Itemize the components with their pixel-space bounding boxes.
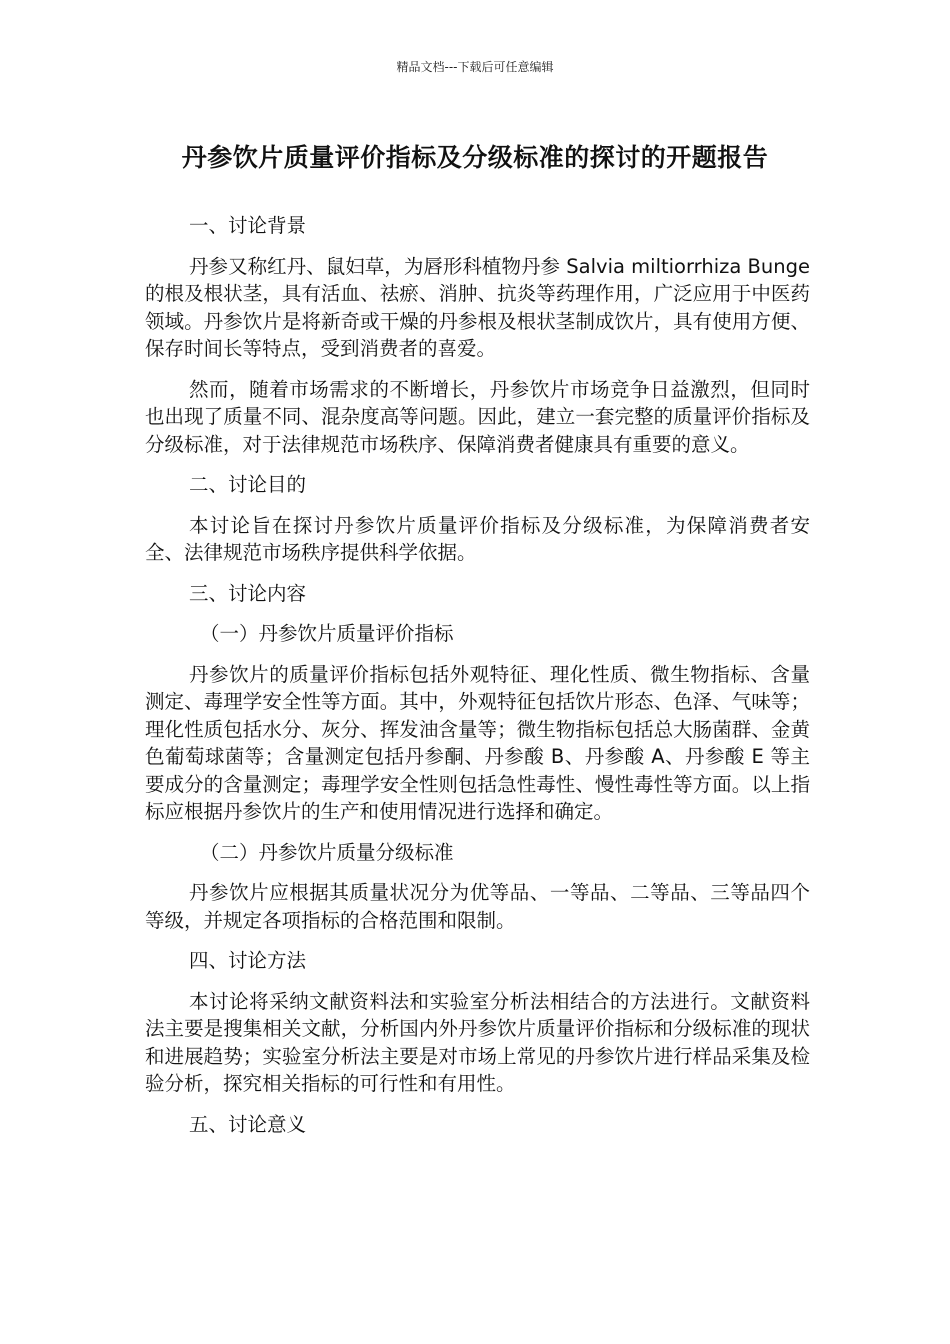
header-note: 精品文档---下载后可任意编辑 xyxy=(396,60,554,74)
section-heading-significance: 五、讨论意义 xyxy=(189,1112,307,1136)
subsection-heading-indicators: （一）丹参饮片质量评价指标 xyxy=(200,622,454,645)
document-body xyxy=(145,212,810,1151)
paragraph-method: 本讨论将采纳文献资料法和实验室分析法相结合的方法进行。文献资料法主要是搜集相关文献，分析国内外丹参饮片质量评价指标和分级标准的现状和进展趋势；实验室分析法主要是对市场上常见的丹参饮片进行样品采集及检验分析，探究相关指标的可行性和有用性。 xyxy=(145,989,810,1095)
document-title: 丹参饮片质量评价指标及分级标准的探讨的开题报告 xyxy=(181,143,769,172)
paragraph-grading: 丹参饮片应根据其质量状况分为优等品、一等品、二等品、三等品四个等级，并规定各项指标的合格范围和限制。 xyxy=(145,881,810,932)
section-heading-content: 三、讨论内容 xyxy=(189,581,307,605)
paragraph-background-1: 丹参又称红丹、鼠妇草，为唇形科植物丹参 Salvia miltiorrhiza Bunge 的根及根状茎，具有活血、祛瘀、消肿、抗炎等药理作用，广泛应用于中医药领域。丹参饮片是将新奇或干燥的丹参根及根状茎制成饮片，具有使用方便、保存时间长等特点，受到消费者的喜爱。 xyxy=(145,254,810,360)
paragraph-indicators: 丹参饮片的质量评价指标包括外观特征、理化性质、微生物指标、含量测定、毒理学安全性等方面。其中，外观特征包括饮片形态、色泽、气味等；理化性质包括水分、灰分、挥发油含量等；微生物指标包括总大肠菌群、金黄色葡萄球菌等；含量测定包括丹参酮、丹参酸 B、丹参酸 A、丹参酸 E 等主要成分的含量测定；毒理学安全性则包括急性毒性、慢性毒性等方面。以上指标应根据丹参饮片的生产和使用情况进行选择和确定。 xyxy=(145,662,810,823)
section-heading-background: 一、讨论背景 xyxy=(189,214,307,237)
section-heading-purpose: 二、讨论目的 xyxy=(189,473,307,496)
subsection-heading-grading: （二）丹参饮片质量分级标准 xyxy=(200,840,454,864)
paragraph-purpose: 本讨论旨在探讨丹参饮片质量评价指标及分级标准，为保障消费者安全、法律规范市场秩序提供科学依据。 xyxy=(145,513,810,564)
section-heading-method: 四、讨论方法 xyxy=(189,949,307,972)
paragraph-background-2: 然而，随着市场需求的不断增长，丹参饮片市场竞争日益激烈，但同时也出现了质量不同、混杂度高等问题。因此，建立一套完整的质量评价指标及分级标准，对于法律规范市场秩序、保障消费者健康具有重要的意义。 xyxy=(145,377,810,456)
